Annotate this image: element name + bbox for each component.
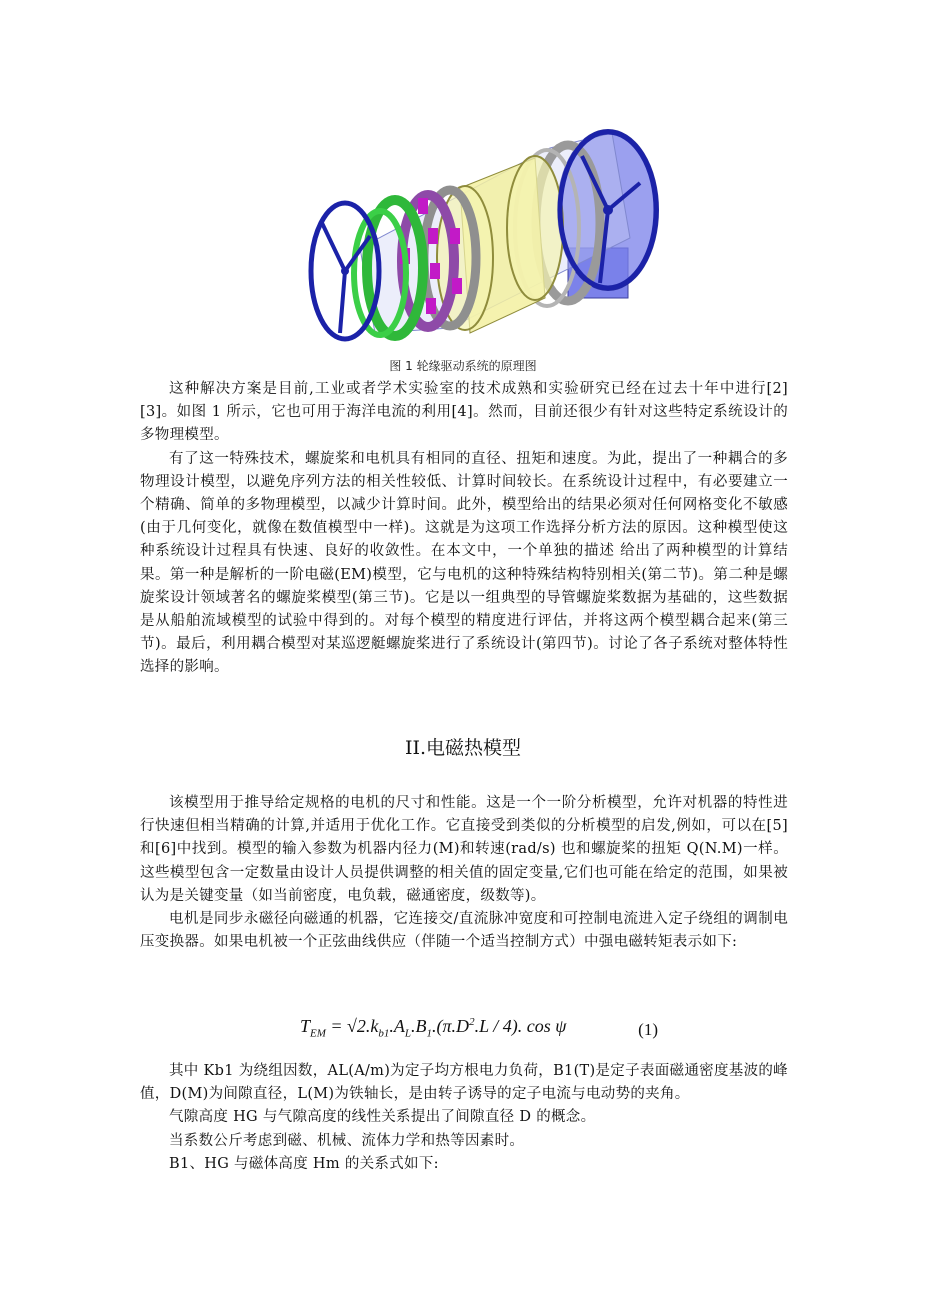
equation-1 [300,1016,680,1048]
magnet [430,263,440,279]
magnet [428,228,438,244]
section-heading: II.电磁热模型 [404,737,522,759]
rear-hub [603,205,613,215]
magnet [426,298,436,314]
rim-drive-illustration [300,128,670,343]
section-paragraph-4: 气隙高度 HG 与气隙高度的线性关系提出了间隙直径 D 的概念。 [169,1109,596,1126]
magnet [452,278,462,294]
section-paragraph-2: 电机是同步永磁径向磁通的机器，它连接交/直流脉冲宽度和可控制电流进入定子绕组的调制电压变换器。如果电机被一个正弦曲线供应（伴随一个适当控制方式）中强电磁转矩表示如下: [140,911,788,951]
equation-torque: $T_{EM} = √2.k_{b1}.A_L.B_1.(\pi.D^2.L / 4)$. cos ψ [300,1016,567,1040]
equation-number: (1) [638,1020,658,1039]
stator-end [507,156,563,300]
section-paragraph-6: B1、HG 与磁体高度 Hm 的关系式如下: [169,1155,439,1172]
section-text-top [140,792,788,954]
section-paragraph-5: 当系数公斤考虑到磁、机械、流体力学和热等因素时。 [169,1132,525,1149]
section-paragraph-1: 该模型用于推导给定规格的电机的尺寸和性能。这是一个一阶分析模型，允许对机器的特性进行快速但相当精确的计算,并适用于优化工作。它直接受到类似的分析模型的启发,例如，可以在[5]和[6]中找到。模型的输入参数为机器内径力(M)和转速(rad/s) 也和螺旋桨的扭矩 Q(N.M)一样。这些模型包含一定数量由设计人员提供调整的相关值的固定变量,它们也可能在给定的范围，如果被认为是关键变量（如当前密度，电负载，磁通密度，级数等)。 [140,795,788,904]
front-hub [341,267,349,275]
section-text-bottom [140,1060,788,1176]
magnet [418,198,428,214]
magnet [450,228,460,244]
section-paragraph-3: 其中 Kb1 为绕组因数，AL(A/m)为定子均方根电力负荷，B1(T)是定子表面磁通密度基波的峰值，D(M)为间隙直径，L(M)为铁轴长，是由转子诱导的定子电流与电动势的夹角。 [140,1063,788,1103]
intro-text [140,378,788,680]
figure-caption: 图 1 轮缘驱动系统的原理图 [389,359,537,373]
rim-drive-figure [300,128,670,343]
intro-paragraph-2: 有了这一特殊技术，螺旋桨和电机具有相同的直径、扭矩和速度。为此，提出了一种耦合的多物理设计模型，以避免序列方法的相关性较低、计算时间较长。在系统设计过程中，有必要建立一个精确、简单的多物理模型，以减少计算时间。此外，模型给出的结果必须对任何网格变化不敏感(由于几何变化，就像在数值模型中一样)。这就是为这项工作选择分析方法的原因。这种模型使这种系统设计过程具有快速、良好的收敛性。在本文中，一个单独的描述 给出了两种模型的计算结果。第一种是解析的一阶电磁(EM)模型，它与电机的这种特殊结构特别相关(第二节)。第二种是螺旋桨设计领域著名的螺旋桨模型(第三节)。它是以一组典型的导管螺旋桨数据为基础的，这些数据是从船舶流域模型的试验中得到的。对每个模型的精度进行评估，并将这两个模型耦合起来(第三节)。最后，利用耦合模型对某巡逻艇螺旋桨进行了系统设计(第四节)。讨论了各子系统对整体特性选择的影响。 [140,450,788,676]
intro-paragraph-1: 这种解决方案是目前,工业或者学术实验室的技术成熟和实验研究已经在过去十年中进行[2][3]。如图 1 所示，它也可用于海洋电流的利用[4]。然而，目前还很少有针对这些特定系统设计的多物理模型。 [140,381,788,444]
